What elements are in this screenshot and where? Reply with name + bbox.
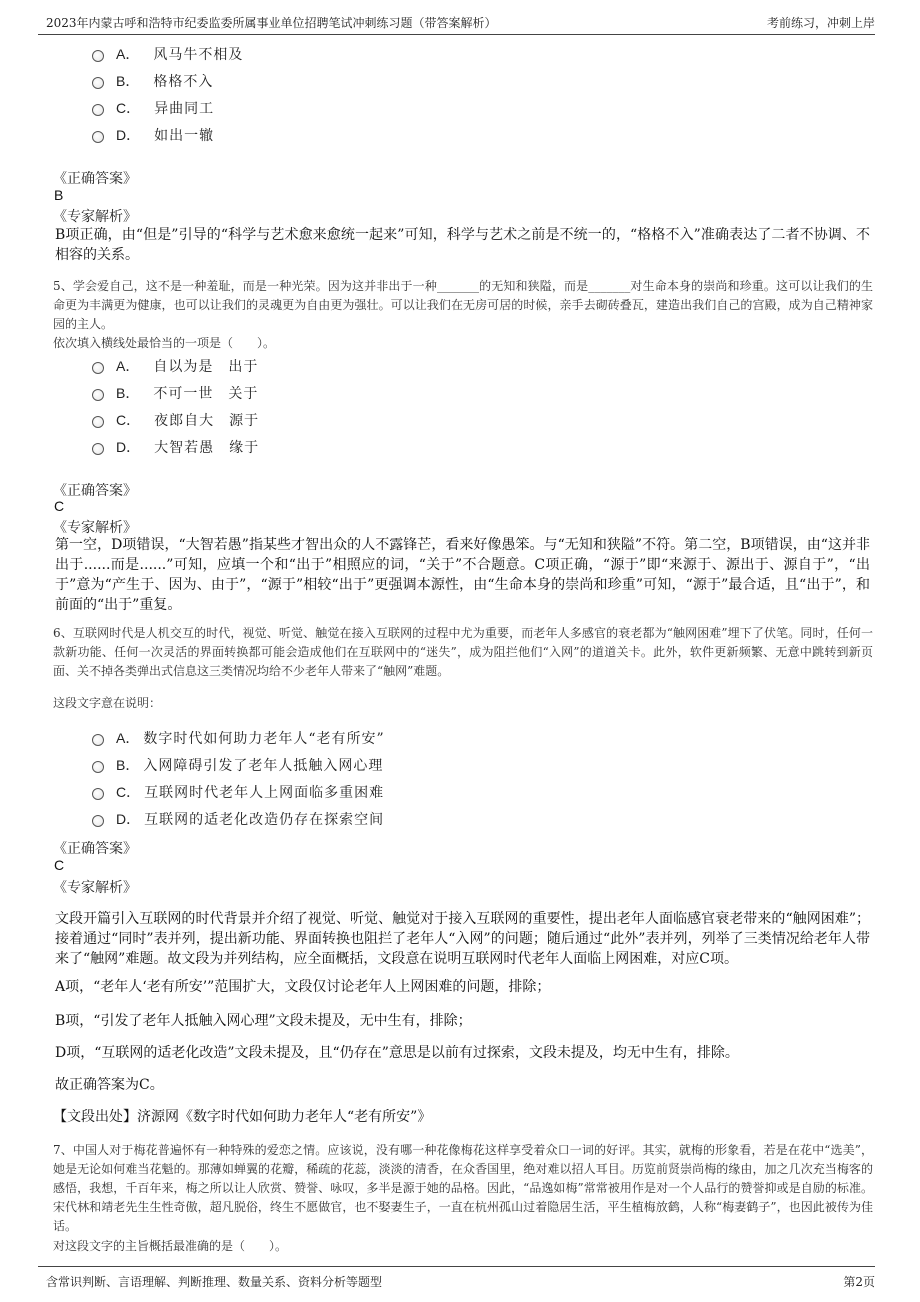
q6-analysis-paragraph-5: 故正确答案为C。 [55, 1077, 164, 1093]
q6-prompt: 这段文字意在说明： [53, 696, 162, 710]
q6-analysis-paragraph-1: 文段开篇引入互联网的时代背景并介绍了视觉、听觉、触觉对于接入互联网的重要性，提出老年人面临感官衰老带来的“触网困难”；接着通过“同时”表并列，提出新功能、界面转换也阻拦了老年人“入网”的问题；随后通过“此外”表并列，列举了三类情况给老年人带来了“触网”难题。故文段为并列结构，应全面概括，文段意在说明互联网时代老年人面临上网困难，对应C项。 [55, 911, 870, 967]
radio-icon[interactable] [92, 50, 104, 62]
document-title: 2023年内蒙古呼和浩特市纪委监委所属事业单位招聘笔试冲刺练习题（带答案解析） [46, 16, 497, 30]
q6-source: 【文段出处】济源网《数字时代如何助力老年人“老有所安”》 [53, 1109, 432, 1125]
q4-option-b[interactable]: B． 格格不入 [92, 71, 213, 91]
q6-option-b[interactable]: B． 入网障碍引发了老年人抵触入网心理 [92, 755, 383, 775]
q4-analysis: B项正确，由“但是”引导的“科学与艺术愈来愈统一起来”可知，科学与艺术之前是不统一的，“格格不入”准确表达了二者不协调、不相容的关系。 [55, 227, 870, 263]
q6-analysis-paragraph-4: D项，“互联网的适老化改造”文段未提及，且“仍存在”意思是以前有过探索，文段未提及，均无中生有，排除。 [55, 1045, 739, 1061]
q6-option-c[interactable]: C． 互联网时代老年人上网面临多重困难 [92, 782, 384, 802]
radio-icon[interactable] [92, 362, 104, 374]
q4-option-a[interactable]: A． 风马牛不相及 [92, 44, 243, 64]
q5-option-b[interactable]: B． 不可一世 关于 [92, 383, 258, 403]
q6-analysis-paragraph-2: A项，“老年人‘老有所安’”范围扩大，文段仅讨论老年人上网困难的问题，排除； [55, 979, 551, 995]
q5-option-a[interactable]: A． 自以为是 出于 [92, 356, 258, 376]
footer-categories: 含常识判断、言语理解、判断推理、数量关系、资料分析等题型 [46, 1275, 383, 1289]
page-header [38, 8, 875, 35]
q5-answer-label: 《正确答案》 [53, 483, 137, 499]
q5-prompt: 依次填入横线处最恰当的一项是（ ）。 [53, 336, 276, 350]
q6-answer: C [54, 857, 65, 873]
radio-icon[interactable] [92, 788, 104, 800]
q4-analysis-label: 《专家解析》 [53, 209, 137, 225]
q5-stem: 5、学会爱自己，这不是一种羞耻，而是一种光荣。因为这并非出于一种_______的无知和狭隘，而是_______对生命本身的崇尚和珍重。这可以让我们的生命更为丰满更为健康，也可以让我们的灵魂更为自由更为强壮。可以让我们在无房可居的时候，亲手去砌砖叠瓦，建造出我们自己的宫殿，成为自己精神家园的主人。 [53, 279, 873, 331]
page-footer [38, 1266, 875, 1295]
radio-icon[interactable] [92, 761, 104, 773]
radio-icon[interactable] [92, 389, 104, 401]
q5-analysis: 第一空，D项错误，“大智若愚”指某些才智出众的人不露锋芒，看来好像愚笨。与“无知和狭隘”不符。第二空，B项错误，由“这并非出于......而是......”可知，应填一个和“出于”相照应的词，“关于”不合题意。C项正确，“源于”即“来源于、源出于、源自于”，“出于”意为“产生于、因为、由于”，“源于”相较“出于”更强调本源性，由“生命本身的崇尚和珍重”可知，“源于”最合适，且“出于”，和前面的“出于”重复。 [55, 537, 870, 613]
radio-icon[interactable] [92, 131, 104, 143]
radio-icon[interactable] [92, 416, 104, 428]
q6-stem: 6、互联网时代是人机交互的时代，视觉、听觉、触觉在接入互联网的过程中尤为重要，而老年人多感官的衰老都为“触网困难”埋下了伏笔。同时，任何一款新功能、任何一次灵活的界面转换都可能会造成他们在互联网中的“迷失”，成为阻拦他们“入网”的道道关卡。此外，软件更新频繁、无意中跳转到新页面、关不掉各类弹出式信息这三类情况均给不少老年人带来了“触网”难题。 [53, 626, 873, 678]
q4-option-c[interactable]: C． 异曲同工 [92, 98, 214, 118]
q7-stem: 7、中国人对于梅花普遍怀有一种特殊的爱恋之情。应该说，没有哪一种花像梅花这样享受着众口一词的好评。其实，就梅的形象看，若是在花中“选美”，她是无论如何难当花魁的。那薄如蝉翼的花瓣，稀疏的花蕊，淡淡的清香，在众香国里，绝对难以招人耳目。历览前贤崇尚梅的缘由，加之几次充当梅客的感悟，我想，千百年来，梅之所以让人欣赏、赞誉、咏叹，多半是源于她的品格。因此，“品逸如梅”常常被用作是对一个人品行的赞誉抑或是自励的标准。宋代林和靖老先生生性奇傲，超凡脱俗，终生不愿做官，也不娶妻生子，一直在杭州孤山过着隐居生活，平生植梅放鹤，人称“梅妻鹤子”，也因此被传为佳话。 [53, 1143, 873, 1233]
q4-answer-label: 《正确答案》 [53, 171, 137, 187]
q6-analysis-paragraph-3: B项，“引发了老年人抵触入网心理”文段未提及，无中生有，排除； [55, 1013, 472, 1029]
q4-answer: B [54, 187, 64, 203]
q4-option-d[interactable]: D． 如出一辙 [92, 125, 214, 145]
q5-analysis-label: 《专家解析》 [53, 520, 137, 536]
radio-icon[interactable] [92, 104, 104, 116]
q5-option-c[interactable]: C． 夜郎自大 源于 [92, 410, 259, 430]
q6-answer-label: 《正确答案》 [53, 841, 137, 857]
header-slogan: 考前练习，冲刺上岸 [766, 16, 875, 30]
q5-option-d[interactable]: D． 大智若愚 缘于 [92, 437, 259, 457]
q5-answer: C [54, 498, 65, 514]
radio-icon[interactable] [92, 443, 104, 455]
page-number: 第2页 [843, 1275, 875, 1289]
radio-icon[interactable] [92, 734, 104, 746]
q7-prompt: 对这段文字的主旨概括最准确的是（ ）。 [53, 1239, 288, 1253]
q6-option-d[interactable]: D． 互联网的适老化改造仍存在探索空间 [92, 809, 384, 829]
q6-option-a[interactable]: A． 数字时代如何助力老年人“老有所安” [92, 728, 385, 748]
radio-icon[interactable] [92, 815, 104, 827]
q6-analysis-label: 《专家解析》 [53, 880, 137, 896]
radio-icon[interactable] [92, 77, 104, 89]
